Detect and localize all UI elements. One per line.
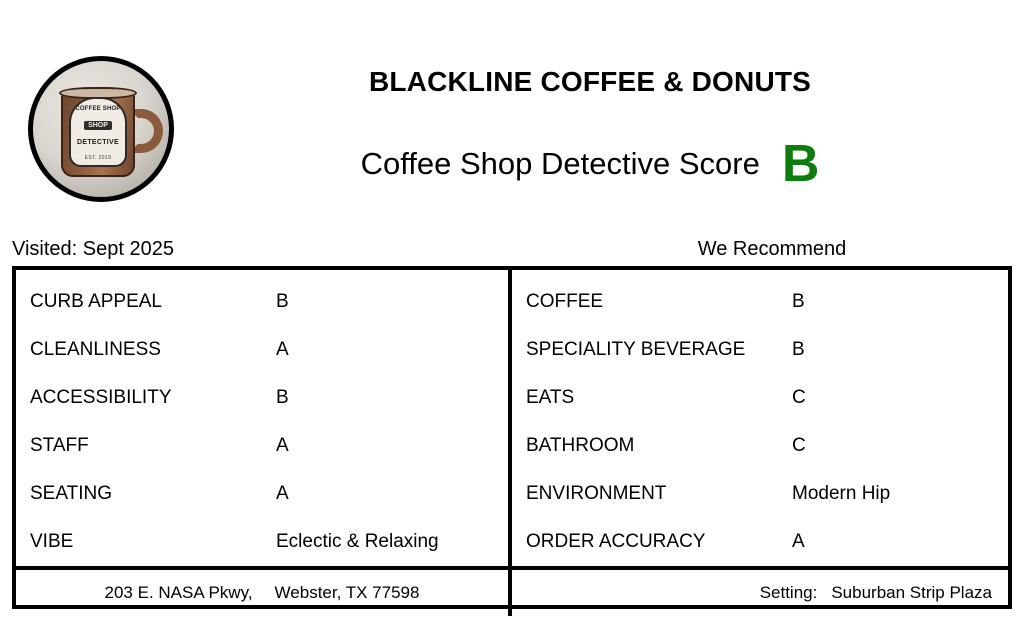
criterion-value: C: [792, 435, 806, 456]
left-score-column: [16, 270, 512, 566]
criterion-label: ENVIRONMENT: [526, 483, 667, 504]
table-row: [16, 470, 508, 518]
criterion-label: CLEANLINESS: [30, 339, 161, 360]
address-city: Webster, TX 77598: [274, 583, 420, 602]
criterion-value: B: [276, 291, 289, 312]
address-street: 203 E. NASA Pkwy,: [104, 583, 253, 602]
score-card: [12, 266, 1012, 609]
table-row: [512, 422, 1008, 470]
setting-cell: [512, 570, 1008, 616]
criterion-label: COFFEE: [526, 291, 604, 312]
criterion-value: Modern Hip: [792, 483, 891, 504]
criterion-label: SPECIALITY BEVERAGE: [526, 339, 746, 360]
setting-label: Setting:: [759, 583, 818, 602]
recommendation-label: We Recommend: [697, 238, 847, 260]
score-heading: [200, 135, 980, 193]
table-row: [16, 278, 508, 326]
criterion-label: SEATING: [30, 483, 112, 504]
criterion-value: B: [792, 291, 805, 312]
table-row: [16, 326, 508, 374]
page-title: BLACKLINE COFFEE & DONUTS: [368, 66, 812, 97]
table-row: [16, 374, 508, 422]
score-subtitle: Coffee Shop Detective Score: [360, 146, 760, 181]
right-score-column: [512, 270, 1008, 566]
address-cell: [16, 570, 512, 616]
detective-shield-icon: [69, 97, 127, 167]
table-row: [512, 326, 1008, 374]
badge-top-text: COFFEE SHOP: [75, 106, 121, 112]
criterion-value: A: [276, 339, 289, 360]
criterion-value: Eclectic & Relaxing: [276, 531, 439, 552]
table-row: [512, 374, 1008, 422]
table-row: [512, 518, 1008, 566]
overall-grade-badge: B: [781, 135, 820, 193]
badge-mid-text: SHOP: [84, 121, 112, 130]
criterion-label: STAFF: [30, 435, 89, 456]
table-row: [512, 470, 1008, 518]
logo: [28, 56, 178, 224]
criterion-label: ORDER ACCURACY: [526, 531, 706, 552]
criterion-value: A: [276, 483, 289, 504]
table-row: [16, 422, 508, 470]
table-row: [512, 278, 1008, 326]
criterion-value: C: [792, 387, 806, 408]
criterion-value: B: [276, 387, 289, 408]
badge-est-text: EST. 2019: [84, 155, 112, 161]
criterion-label: ACCESSIBILITY: [30, 387, 172, 408]
coffee-shop-detective-badge-icon: [28, 56, 174, 202]
badge-bottom-text: DETECTIVE: [77, 139, 119, 146]
criterion-label: EATS: [526, 387, 575, 408]
setting-value: Suburban Strip Plaza: [831, 583, 992, 602]
score-card-body: [16, 270, 1008, 570]
criterion-value: A: [276, 435, 289, 456]
criterion-label: CURB APPEAL: [30, 291, 162, 312]
criterion-value: B: [792, 339, 805, 360]
criterion-label: BATHROOM: [526, 435, 635, 456]
criterion-value: A: [792, 531, 805, 552]
visited-date: Visited: Sept 2025: [12, 238, 174, 260]
criterion-label: VIBE: [30, 531, 74, 552]
table-row: [16, 518, 508, 566]
score-card-footer: [16, 570, 1008, 616]
